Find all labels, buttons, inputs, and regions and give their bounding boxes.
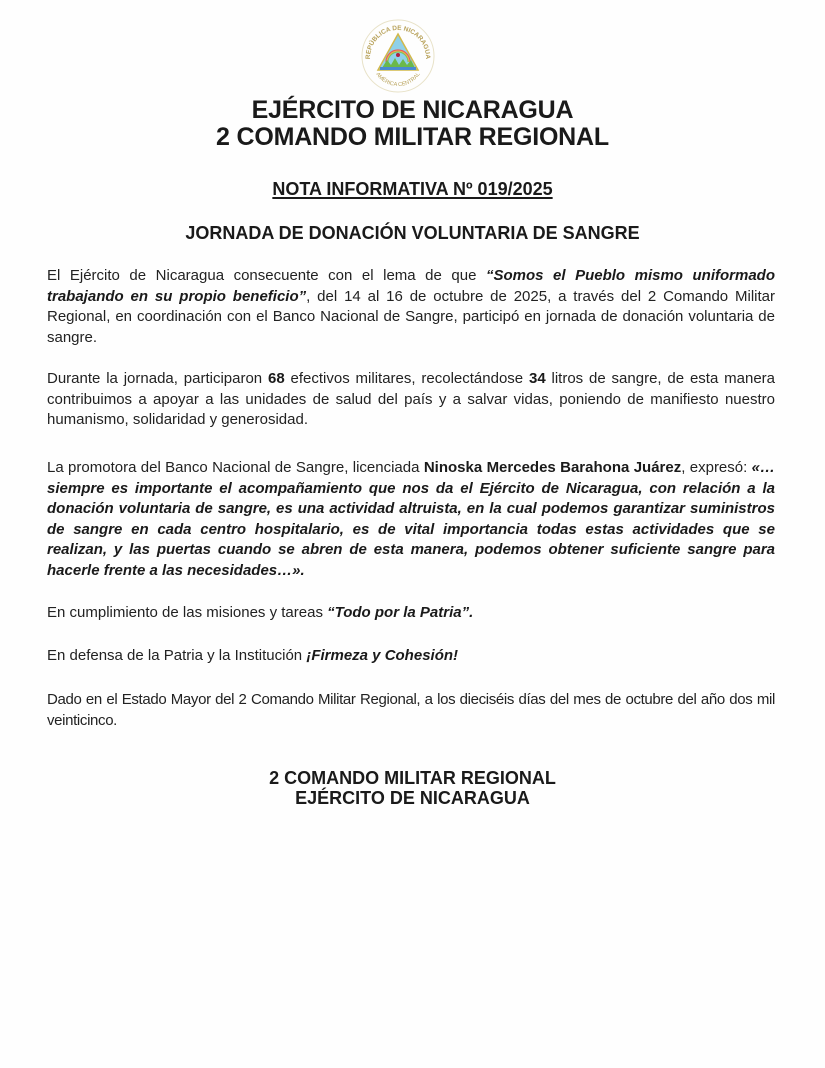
note-number-title [0, 179, 825, 199]
document-signature [0, 768, 825, 808]
paragraph-text: Durante la jornada, participaron [47, 370, 268, 387]
motto-firmeza-y-cohesion: ¡Firmeza y Cohesión! [306, 647, 459, 664]
document-header [0, 97, 825, 151]
paragraph-intro [47, 266, 775, 348]
paragraph-text: En cumplimiento de las misiones y tareas [47, 604, 328, 621]
paragraph-defense [47, 646, 775, 667]
paragraph-date-given: Dado en el Estado Mayor del 2 Comando Militar Regional, a los dieciséis días del mes de octubre del año dos mil veinticinco. [47, 691, 775, 729]
signature-organization: EJÉRCITO DE NICARAGUA [295, 788, 530, 808]
paragraph-text: La promotora del Banco Nacional de Sangre, licenciada [47, 459, 424, 476]
paragraph-results [47, 369, 775, 431]
paragraph-text: , expresó: [681, 459, 752, 476]
paragraph-text: efectivos militares, recolectándose [284, 370, 529, 387]
paragraph-mission [47, 603, 775, 624]
paragraph-text: litros de sangre, de esta manera contribuimos a apoyar a las unidades de salud del país y a salvar vidas, poniendo de manifiesto nuestro humanismo, solidaridad y generosidad. [47, 370, 775, 428]
header-command: 2 COMANDO MILITAR REGIONAL [216, 123, 609, 151]
paragraph-text: , del 14 al 16 de octubre de 2025, a través del 2 Comando Militar Regional, en coordinación con el Banco Nacional de Sangre, participó en jornada de donación voluntaria de sangre. [47, 287, 775, 346]
paragraph-testimony [47, 458, 775, 581]
document-subject: JORNADA DE DONACIÓN VOLUNTARIA DE SANGRE [185, 223, 640, 243]
paragraph-text: El Ejército de Nicaragua consecuente con el lema de que [47, 267, 486, 284]
testimony-quote: «…siempre es importante el acompañamiento que nos da el Ejército de Nicaragua, con relación a la donación voluntaria de sangre, es una actividad altruista, en la cual podemos garantizar suministros de sangre en cada centro hospitalario, es de vital importancia todas estas actividades que se realizan, y las puertas cuando se abren de esta manera, podemos obtener suficiente sangre para hacerle frente a las necesidades…». [47, 459, 775, 579]
participants-count: 68 [267, 370, 285, 387]
motto-todo-por-la-patria: “Todo por la Patria”. [327, 604, 474, 621]
note-number-text: NOTA INFORMATIVA Nº 019/2025 [272, 179, 553, 199]
signature-command: 2 COMANDO MILITAR REGIONAL [269, 768, 556, 788]
liters-count: 34 [528, 370, 546, 387]
motto-quote: “Somos el Pueblo mismo uniformado trabajando en su propio beneficio” [47, 267, 775, 305]
header-organization: EJÉRCITO DE NICARAGUA [251, 96, 574, 124]
coat-of-arms-of-nicaragua-icon [360, 18, 436, 94]
promoter-name: Ninoska Mercedes Barahona Juárez [423, 459, 682, 476]
paragraph-text: En defensa de la Patria y la Institución [47, 647, 307, 664]
svg-text:REPÚBLICA DE NICARAGUA: REPÚBLICA DE NICARAGUA [364, 24, 432, 60]
svg-text:AMÉRICA CENTRAL: AMÉRICA CENTRAL [374, 71, 422, 89]
